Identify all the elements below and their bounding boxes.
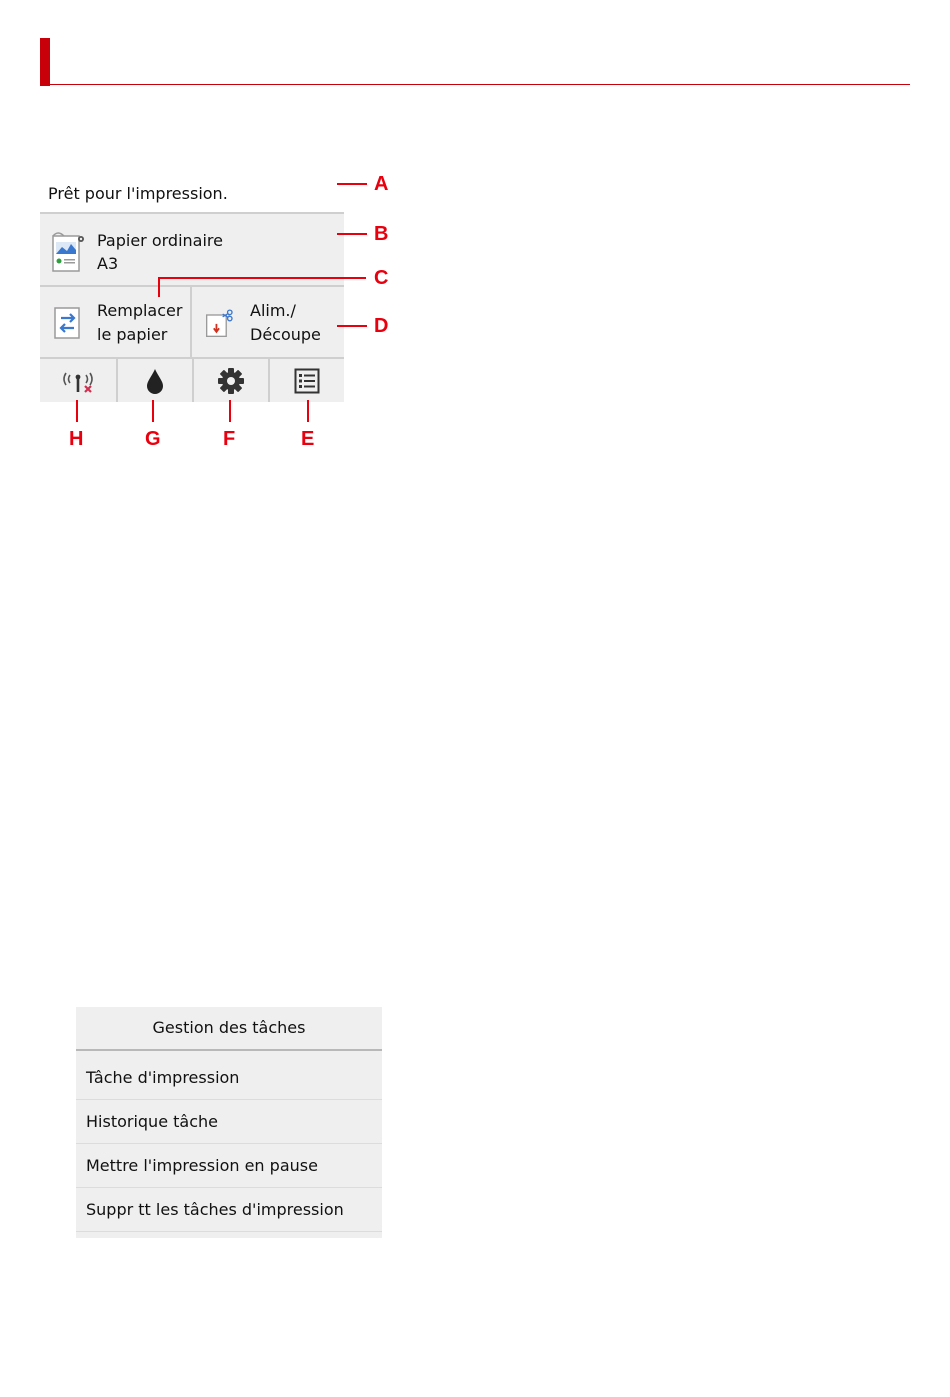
job-management-button[interactable] [268, 359, 344, 402]
menu-item-print-job[interactable] [76, 1056, 382, 1100]
section-header-rule [40, 84, 910, 85]
callout-d-line [337, 325, 367, 327]
action-row [40, 285, 344, 357]
callout-e: E [301, 428, 315, 450]
feed-cut-label-line2: Découpe [250, 325, 321, 344]
paper-settings-icon [52, 230, 84, 272]
menu-item-label: Historique tâche [86, 1112, 218, 1131]
callout-h-line [76, 400, 78, 422]
paper-settings-button[interactable] [40, 212, 344, 285]
gear-icon [217, 367, 245, 395]
menu-item-label: Mettre l'impression en pause [86, 1156, 318, 1175]
callout-a-line [337, 183, 367, 185]
network-status-button[interactable] [40, 359, 116, 402]
bottom-icon-row [40, 357, 344, 402]
callout-h: H [69, 428, 84, 450]
paper-type-label: Papier ordinaire [97, 231, 223, 250]
feed-cut-label-line1: Alim./ [250, 301, 296, 320]
callout-g-line [152, 400, 154, 422]
callout-a: A [374, 173, 389, 195]
callout-f-line [229, 400, 231, 422]
feed-cut-button[interactable] [192, 287, 344, 357]
callout-b: B [374, 223, 389, 245]
printer-home-screen [40, 172, 344, 402]
callout-f: F [223, 428, 236, 450]
replace-paper-icon [52, 307, 84, 339]
callout-c-line-vertical [158, 277, 160, 297]
replace-paper-label-line2: le papier [97, 325, 168, 344]
menu-item-job-history[interactable] [76, 1100, 382, 1144]
menu-item-pause-printing[interactable] [76, 1144, 382, 1188]
menu-item-delete-all-jobs[interactable] [76, 1188, 382, 1232]
job-list-icon [294, 368, 320, 394]
section-accent-bar [40, 38, 50, 86]
job-management-menu [76, 1007, 382, 1238]
callout-e-line [307, 400, 309, 422]
menu-item-label: Tâche d'impression [86, 1068, 240, 1087]
menu-item-label: Suppr tt les tâches d'impression [86, 1200, 344, 1219]
ink-drop-icon [144, 367, 166, 395]
callout-b-line [337, 233, 367, 235]
wireless-disconnected-icon [60, 367, 96, 395]
status-message: Prêt pour l'impression. [48, 184, 228, 203]
feed-cut-icon [204, 307, 236, 339]
ink-status-button[interactable] [116, 359, 192, 402]
paper-size-label: A3 [97, 254, 119, 273]
status-bar [40, 172, 344, 212]
callout-g: G [145, 428, 161, 450]
callout-c-line-horizontal [158, 277, 366, 279]
callout-c: C [374, 267, 389, 289]
replace-paper-button[interactable] [40, 287, 192, 357]
menu-title: Gestion des tâches [76, 1007, 382, 1051]
replace-paper-label-line1: Remplacer [97, 301, 183, 320]
callout-d: D [374, 315, 389, 337]
settings-button[interactable] [192, 359, 268, 402]
